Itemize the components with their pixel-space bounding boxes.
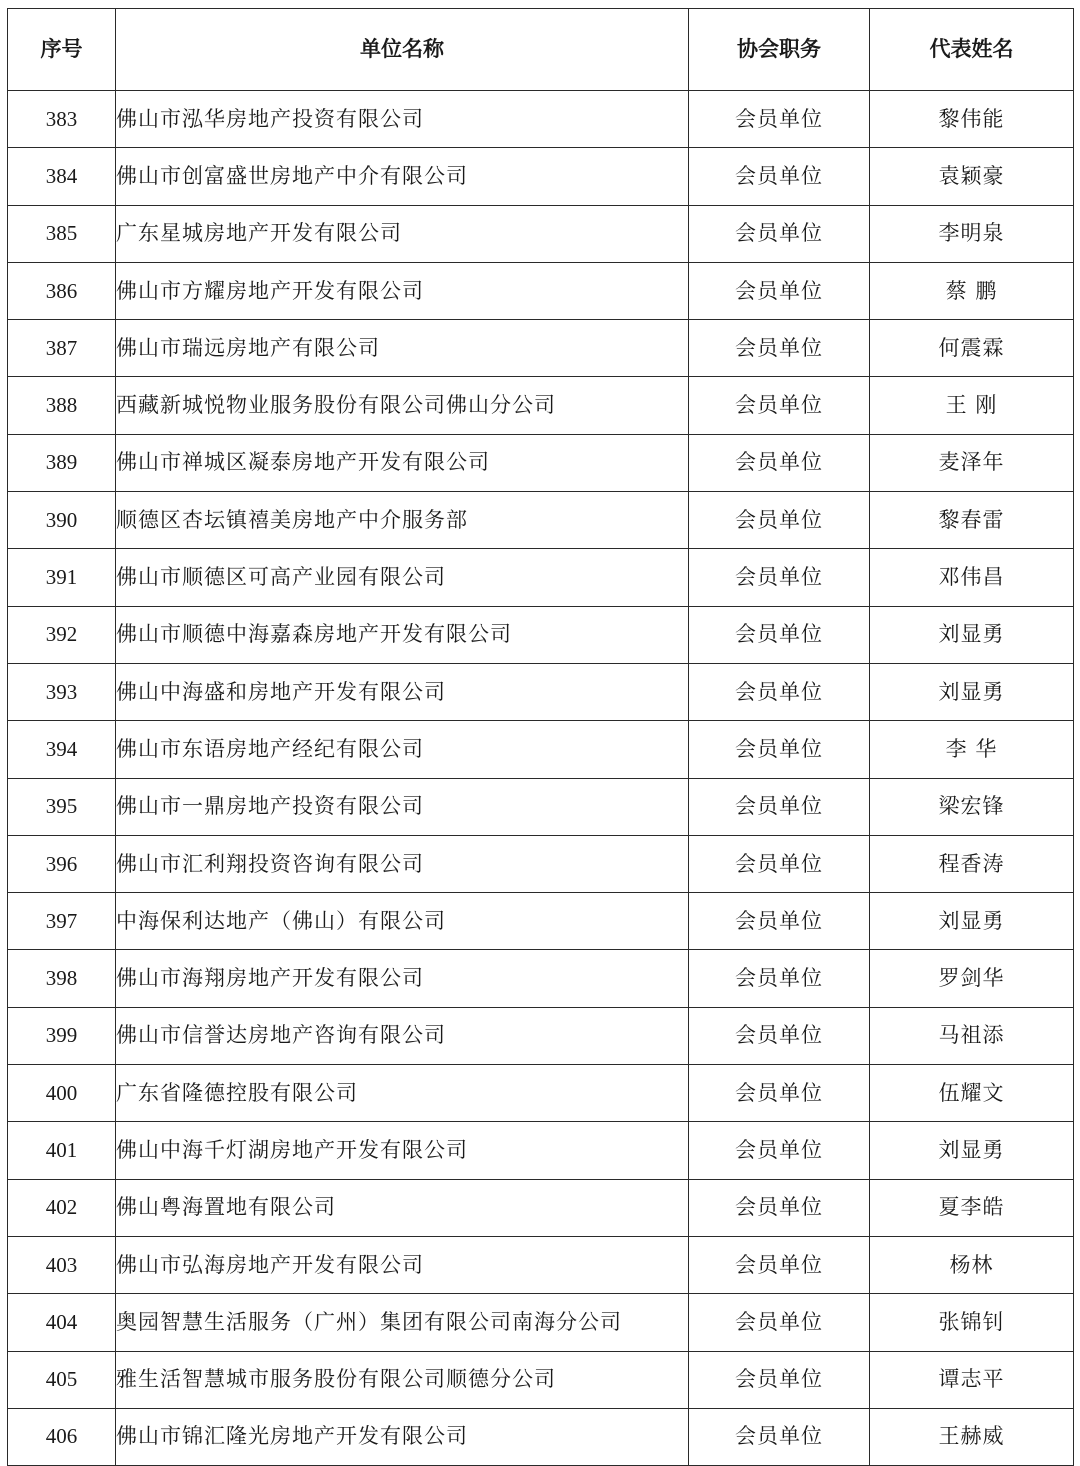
table-row: [8, 893, 1074, 950]
unit-name: 佛山粤海置地有限公司: [116, 1179, 689, 1236]
member-role: 会员单位: [689, 1236, 870, 1293]
row-number: 389: [8, 434, 116, 491]
row-number: 387: [8, 320, 116, 377]
table-row: [8, 606, 1074, 663]
unit-name: 广东星城房地产开发有限公司: [116, 205, 689, 262]
representative-name: 蔡 鹏: [870, 262, 1074, 319]
unit-name: 佛山市顺德区可高产业园有限公司: [116, 549, 689, 606]
unit-name: 雅生活智慧城市服务股份有限公司顺德分公司: [116, 1351, 689, 1408]
representative-name: 王赫威: [870, 1408, 1074, 1465]
row-number: 385: [8, 205, 116, 262]
table-row: [8, 91, 1074, 148]
row-number: 397: [8, 893, 116, 950]
row-number: 392: [8, 606, 116, 663]
row-number: 395: [8, 778, 116, 835]
row-number: 406: [8, 1408, 116, 1465]
row-number: 391: [8, 549, 116, 606]
representative-name: 刘显勇: [870, 893, 1074, 950]
table-row: [8, 1351, 1074, 1408]
member-role: 会员单位: [689, 549, 870, 606]
unit-name: 佛山市禅城区凝泰房地产开发有限公司: [116, 434, 689, 491]
member-role: 会员单位: [689, 205, 870, 262]
representative-name: 杨林: [870, 1236, 1074, 1293]
table-row: [8, 549, 1074, 606]
table-row: [8, 1236, 1074, 1293]
representative-name: 张锦钊: [870, 1294, 1074, 1351]
unit-name: 奥园智慧生活服务（广州）集团有限公司南海分公司: [116, 1294, 689, 1351]
representative-name: 李明泉: [870, 205, 1074, 262]
row-number: 390: [8, 492, 116, 549]
member-role: 会员单位: [689, 835, 870, 892]
table-row: [8, 1294, 1074, 1351]
member-role: 会员单位: [689, 778, 870, 835]
representative-name: 黎春雷: [870, 492, 1074, 549]
unit-name: 佛山市锦汇隆光房地产开发有限公司: [116, 1408, 689, 1465]
unit-name: 佛山中海千灯湖房地产开发有限公司: [116, 1122, 689, 1179]
unit-name: 佛山市海翔房地产开发有限公司: [116, 950, 689, 1007]
representative-name: 王 刚: [870, 377, 1074, 434]
table-row: [8, 1122, 1074, 1179]
table-row: [8, 434, 1074, 491]
unit-name: 佛山市创富盛世房地产中介有限公司: [116, 148, 689, 205]
table-row: [8, 778, 1074, 835]
member-role: 会员单位: [689, 606, 870, 663]
table-row: [8, 205, 1074, 262]
representative-name: 罗剑华: [870, 950, 1074, 1007]
row-number: 400: [8, 1065, 116, 1122]
row-number: 402: [8, 1179, 116, 1236]
table-row: [8, 721, 1074, 778]
member-role: 会员单位: [689, 1122, 870, 1179]
table-header: [8, 9, 1074, 91]
unit-name: 佛山市汇利翔投资咨询有限公司: [116, 835, 689, 892]
member-role: 会员单位: [689, 434, 870, 491]
representative-name: 梁宏锋: [870, 778, 1074, 835]
table-row: [8, 950, 1074, 1007]
representative-name: 袁颖豪: [870, 148, 1074, 205]
table-row: [8, 1179, 1074, 1236]
representative-name: 刘显勇: [870, 663, 1074, 720]
member-role: 会员单位: [689, 1351, 870, 1408]
member-table: [7, 8, 1074, 1466]
representative-name: 李 华: [870, 721, 1074, 778]
row-number: 388: [8, 377, 116, 434]
table-row: [8, 492, 1074, 549]
member-role: 会员单位: [689, 262, 870, 319]
member-role: 会员单位: [689, 377, 870, 434]
row-number: 394: [8, 721, 116, 778]
representative-name: 刘显勇: [870, 606, 1074, 663]
member-role: 会员单位: [689, 721, 870, 778]
member-role: 会员单位: [689, 893, 870, 950]
unit-name: 佛山市顺德中海嘉森房地产开发有限公司: [116, 606, 689, 663]
table-row: [8, 148, 1074, 205]
member-role: 会员单位: [689, 1065, 870, 1122]
representative-name: 马祖添: [870, 1007, 1074, 1064]
representative-name: 夏李皓: [870, 1179, 1074, 1236]
header-name: 单位名称: [116, 9, 689, 91]
row-number: 383: [8, 91, 116, 148]
member-role: 会员单位: [689, 148, 870, 205]
representative-name: 黎伟能: [870, 91, 1074, 148]
unit-name: 广东省隆德控股有限公司: [116, 1065, 689, 1122]
unit-name: 佛山中海盛和房地产开发有限公司: [116, 663, 689, 720]
unit-name: 顺德区杏坛镇禧美房地产中介服务部: [116, 492, 689, 549]
row-number: 404: [8, 1294, 116, 1351]
unit-name: 佛山市东语房地产经纪有限公司: [116, 721, 689, 778]
table-row: [8, 1065, 1074, 1122]
representative-name: 邓伟昌: [870, 549, 1074, 606]
table-row: [8, 320, 1074, 377]
unit-name: 佛山市瑞远房地产有限公司: [116, 320, 689, 377]
row-number: 405: [8, 1351, 116, 1408]
header-no: 序号: [8, 9, 116, 91]
table-row: [8, 377, 1074, 434]
row-number: 403: [8, 1236, 116, 1293]
unit-name: 佛山市方耀房地产开发有限公司: [116, 262, 689, 319]
unit-name: 西藏新城悦物业服务股份有限公司佛山分公司: [116, 377, 689, 434]
unit-name: 佛山市弘海房地产开发有限公司: [116, 1236, 689, 1293]
member-role: 会员单位: [689, 320, 870, 377]
member-role: 会员单位: [689, 1179, 870, 1236]
representative-name: 程香涛: [870, 835, 1074, 892]
row-number: 386: [8, 262, 116, 319]
row-number: 401: [8, 1122, 116, 1179]
row-number: 399: [8, 1007, 116, 1064]
member-role: 会员单位: [689, 950, 870, 1007]
member-role: 会员单位: [689, 1408, 870, 1465]
member-role: 会员单位: [689, 663, 870, 720]
row-number: 398: [8, 950, 116, 1007]
unit-name: 佛山市泓华房地产投资有限公司: [116, 91, 689, 148]
table-row: [8, 1408, 1074, 1465]
unit-name: 中海保利达地产（佛山）有限公司: [116, 893, 689, 950]
header-row: [8, 9, 1074, 91]
member-role: 会员单位: [689, 1007, 870, 1064]
row-number: 384: [8, 148, 116, 205]
row-number: 393: [8, 663, 116, 720]
representative-name: 谭志平: [870, 1351, 1074, 1408]
unit-name: 佛山市一鼎房地产投资有限公司: [116, 778, 689, 835]
table-body: [8, 91, 1074, 1466]
representative-name: 何震霖: [870, 320, 1074, 377]
representative-name: 伍耀文: [870, 1065, 1074, 1122]
representative-name: 麦泽年: [870, 434, 1074, 491]
table-row: [8, 1007, 1074, 1064]
row-number: 396: [8, 835, 116, 892]
header-role: 协会职务: [689, 9, 870, 91]
table-row: [8, 663, 1074, 720]
header-rep: 代表姓名: [870, 9, 1074, 91]
unit-name: 佛山市信誉达房地产咨询有限公司: [116, 1007, 689, 1064]
representative-name: 刘显勇: [870, 1122, 1074, 1179]
member-role: 会员单位: [689, 492, 870, 549]
table-row: [8, 835, 1074, 892]
member-role: 会员单位: [689, 91, 870, 148]
table-row: [8, 262, 1074, 319]
member-role: 会员单位: [689, 1294, 870, 1351]
